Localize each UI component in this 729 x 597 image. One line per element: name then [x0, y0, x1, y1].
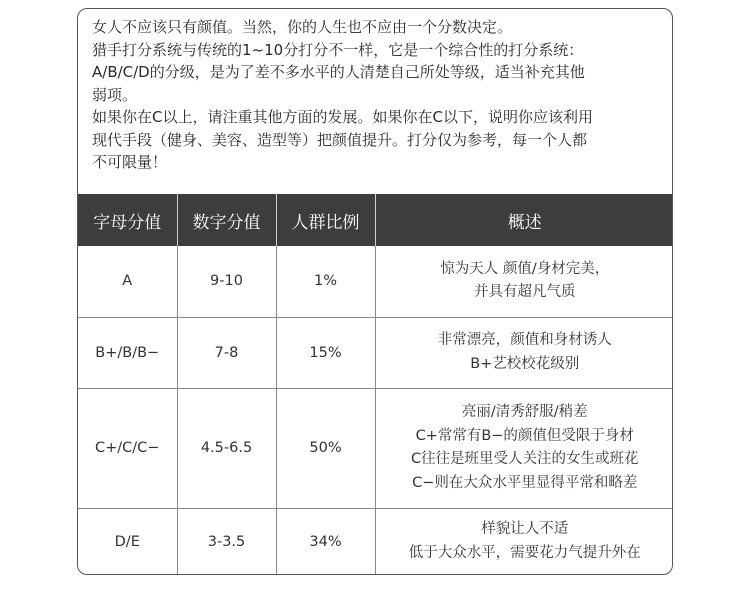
cell-letter: C+/C/C− — [78, 388, 177, 508]
desc-line: C往往是班里受人关注的女生或班花 — [410, 451, 639, 467]
header-letter-score: 字母分值 — [78, 194, 177, 246]
cell-letter: B+/B/B− — [78, 317, 177, 388]
rating-card — [77, 8, 673, 575]
desc-line: B+艺校校花级别 — [470, 355, 580, 372]
intro-line: 现代手段（健身、美容、造型等）把颜值提升。打分仅为参考，每一个人都 — [92, 130, 588, 149]
rating-table — [78, 194, 673, 575]
cell-number: 4.5-6.5 — [177, 388, 276, 508]
cell-desc — [375, 508, 673, 575]
cell-desc — [375, 317, 673, 388]
cell-desc — [375, 246, 673, 317]
desc-line: 并具有超凡气质 — [474, 284, 576, 301]
intro-text — [92, 16, 662, 174]
intro-line: 猎手打分系统与传统的1~10分打分不一样，它是一个综合性的打分系统： — [92, 40, 584, 59]
desc-line: 惊为天人 颜值/身材完美， — [440, 260, 610, 277]
cell-number: 9-10 — [177, 246, 276, 317]
table-row — [78, 388, 673, 508]
table-header-row — [78, 194, 673, 246]
cell-letter: D/E — [78, 508, 177, 575]
table-row — [78, 508, 673, 575]
desc-line: C+常常有B−的颜值但受限于身材 — [415, 427, 634, 444]
header-description: 概述 — [375, 194, 673, 246]
cell-number: 7-8 — [177, 317, 276, 388]
desc-line: 低于大众水平，需要花力气提升外在 — [408, 544, 641, 561]
table-row — [78, 246, 673, 317]
desc-line: 样貌让人不适 — [481, 521, 569, 538]
table-row — [78, 317, 673, 388]
desc-line: 亮丽/清秀舒服/稍差 — [461, 404, 588, 420]
cell-number: 3-3.5 — [177, 508, 276, 575]
intro-line: 不可限量！ — [92, 153, 168, 171]
cell-ratio: 1% — [276, 246, 375, 317]
desc-line: C−则在大众水平里显得平常和略差 — [412, 474, 638, 491]
cell-letter: A — [78, 246, 177, 317]
cell-ratio: 15% — [276, 317, 375, 388]
intro-line: 如果你在C以上，请注重其他方面的发展。如果你在C以下，说明你应该利用 — [92, 108, 593, 126]
cell-desc — [375, 388, 673, 508]
header-number-score: 数字分值 — [177, 194, 276, 246]
intro-line: A/B/C/D的分级，是为了差不多水平的人清楚自己所处等级，适当补充其他 — [92, 63, 585, 81]
desc-line: 非常漂亮，颜值和身材诱人 — [437, 332, 612, 348]
cell-ratio: 34% — [276, 508, 375, 575]
header-population-ratio: 人群比例 — [276, 194, 375, 246]
intro-line: 女人不应该只有颜值。当然，你的人生也不应由一个分数决定。 — [92, 18, 513, 36]
intro-line: 弱项。 — [92, 85, 138, 104]
cell-ratio: 50% — [276, 388, 375, 508]
